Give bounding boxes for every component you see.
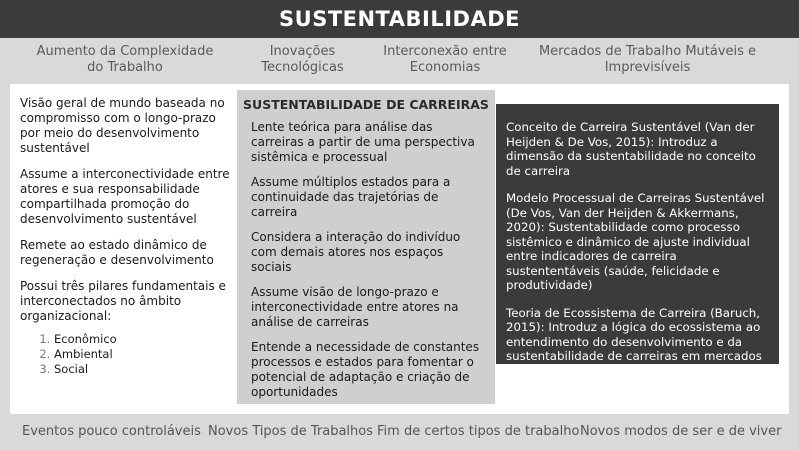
pillar-item: 1. Econômico <box>54 332 232 347</box>
bottom-label-events: Eventos pouco controláveis <box>22 424 201 439</box>
main-panel <box>10 84 789 414</box>
middle-item: Assume múltiplos estados para a continuidade das trajetórias de carreira <box>251 175 451 219</box>
theories-box <box>496 104 779 378</box>
theory-item: Conceito de Carreira Sustentável (Van der Heijden & De Vos, 2015): Introduz a dimensão da sustentabilidade no conceito de carreira <box>506 120 756 178</box>
bottom-label-end-work: Fim de certos tipos de trabalho <box>377 424 580 439</box>
top-label-job-markets: Mercados de Trabalho Mutáveis e Imprevisíveis <box>538 44 757 75</box>
top-labels <box>0 42 799 82</box>
top-label-complexity: Aumento da Complexidade do Trabalho <box>36 44 214 75</box>
career-sustainability-title: SUSTENTABILIDADE DE CARREIRAS <box>243 97 489 112</box>
theory-item: Modelo Processual de Carreiras Sustentável (De Vos, Van der Heijden & Akkermans, 2020): Sustentabilidade como processo sistêmico e dinâmico de ajuste individual entre indicadores de carreira sustententáveis (saúde, felicidade e produtividade) <box>506 191 765 292</box>
middle-item: Considera a interação do indivíduo com demais atores nos espaços sociais <box>251 230 461 274</box>
sustainability-column <box>20 96 232 377</box>
title-bar <box>0 0 799 38</box>
bottom-labels <box>0 414 799 450</box>
page-title: SUSTENTABILIDADE <box>279 7 520 31</box>
top-label-innovation: Inovações Tecnológicas <box>261 44 344 75</box>
pillar-item: 2. Ambiental <box>54 347 232 362</box>
top-label-interconnection: Interconexão entre Economias <box>383 44 507 75</box>
career-sustainability-list <box>237 112 495 400</box>
bottom-label-new-ways: Novos modos de ser e de viver <box>580 424 782 439</box>
left-item: Possui três pilares fundamentais e interconectados no âmbito organizacional: <box>20 279 226 323</box>
career-sustainability-box <box>237 90 495 404</box>
pillars-list <box>20 332 232 377</box>
middle-item: Entende a necessidade de constantes processos e estados para fomentar o potencial de adaptação e criação de oportunidades <box>251 340 480 399</box>
middle-item: Lente teórica para análise das carreiras a partir de uma perspectiva sistêmica e processual <box>251 120 475 164</box>
pillar-item: 3. Social <box>54 362 232 377</box>
left-item: Assume a interconectividade entre atores e sua responsabilidade compartilhada promoção do desenvolvimento sustentável <box>20 167 230 226</box>
left-item: Remete ao estado dinâmico de regeneração e desenvolvimento <box>20 238 214 267</box>
bottom-label-new-work: Novos Tipos de Trabalhos <box>208 424 374 439</box>
left-item: Visão geral de mundo baseada no compromisso com o longo-prazo por meio do desenvolvimento sustentável <box>20 96 225 155</box>
theory-item: Teoria de Ecossistema de Carreira (Baruch, 2015): Introduz a lógica do ecossistema ao entendimento do desenvolvimento e da sustentabilidade de carreiras em mercados de trabalho dinâmicos <box>506 305 762 378</box>
middle-item: Assume visão de longo-prazo e interconectividade entre atores na análise de carreiras <box>251 285 459 329</box>
